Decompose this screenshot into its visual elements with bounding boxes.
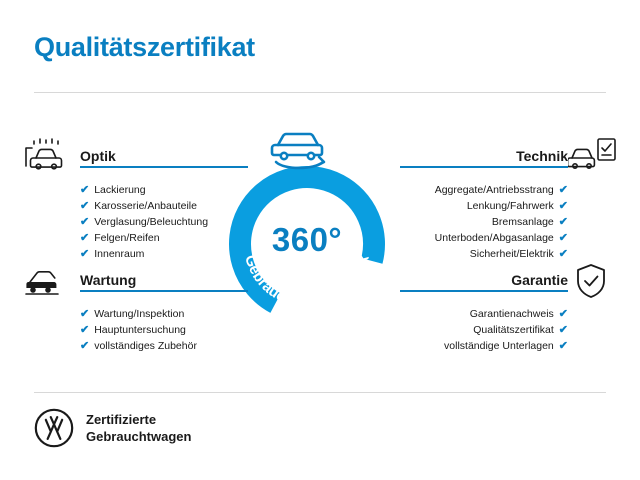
section-garantie	[398, 272, 568, 354]
section-wartung-underline	[80, 290, 248, 292]
check-icon: ✔	[80, 232, 90, 244]
list-item-label: Qualitätszertifikat	[473, 324, 554, 336]
list-item-label: vollständiges Zubehör	[94, 340, 197, 352]
check-icon: ✔	[558, 216, 568, 228]
list-item-label: vollständige Unterlagen	[444, 340, 554, 352]
list-item-label: Sicherheit/Elektrik	[469, 248, 554, 260]
title-divider	[34, 92, 606, 93]
vw-logo-icon	[34, 408, 74, 448]
list-item-label: Lenkung/Fahrwerk	[466, 200, 554, 212]
list-item	[398, 246, 568, 262]
car-checklist-icon	[568, 136, 618, 176]
section-optik-items	[80, 182, 260, 262]
list-item	[80, 230, 260, 246]
section-optik	[80, 148, 260, 262]
list-item	[80, 322, 260, 338]
list-item-label: Wartung/Inspektion	[94, 308, 185, 320]
section-wartung-title: Wartung	[80, 272, 137, 288]
page-title: Qualitätszertifikat	[34, 32, 255, 62]
list-item-label: Lackierung	[94, 184, 146, 196]
list-item-label: Unterboden/Abgasanlage	[434, 232, 554, 244]
list-item-label: Karosserie/Anbauteile	[94, 200, 197, 212]
list-item-label: Bremsanlage	[491, 216, 554, 228]
list-item	[398, 198, 568, 214]
footer-line-1: Zertifizierte	[86, 412, 157, 427]
check-icon: ✔	[80, 340, 90, 352]
section-optik-underline	[80, 166, 248, 168]
section-garantie-title: Garantie	[511, 272, 568, 288]
list-item-label: Hauptuntersuchung	[94, 324, 186, 336]
section-optik-title: Optik	[80, 148, 116, 164]
check-icon: ✔	[558, 232, 568, 244]
check-icon: ✔	[80, 324, 90, 336]
section-garantie-items	[398, 306, 568, 354]
section-wartung-header	[80, 272, 260, 294]
list-item	[398, 338, 568, 354]
car-360-icon	[268, 125, 346, 171]
list-item-label: Felgen/Reifen	[94, 232, 160, 244]
list-item	[398, 230, 568, 246]
check-icon: ✔	[558, 308, 568, 320]
svg-text:Gebrauchtwagen-Check: Gebrauchtwagen-Check	[241, 253, 373, 312]
check-icon: ✔	[80, 308, 90, 320]
list-item	[80, 246, 260, 262]
list-item-label: Garantienachweis	[469, 308, 554, 320]
list-item	[398, 182, 568, 198]
check-icon: ✔	[558, 200, 568, 212]
list-item	[398, 306, 568, 322]
section-optik-header	[80, 148, 260, 170]
section-technik-header	[398, 148, 568, 170]
check-icon: ✔	[80, 184, 90, 196]
footer	[34, 408, 191, 448]
list-item	[80, 182, 260, 198]
list-item	[80, 306, 260, 322]
check-icon: ✔	[558, 324, 568, 336]
footer-divider	[34, 392, 606, 393]
car-wash-icon	[24, 136, 70, 174]
list-item	[398, 214, 568, 230]
car-lift-icon	[24, 262, 70, 296]
list-item	[80, 198, 260, 214]
check-icon: ✔	[80, 200, 90, 212]
badge-degrees-label: 360°	[271, 221, 343, 258]
list-item-label: Innenraum	[94, 248, 145, 260]
section-technik-items	[398, 182, 568, 262]
section-wartung-items	[80, 306, 260, 354]
section-technik-title: Technik	[516, 148, 568, 164]
list-item-label: Verglasung/Beleuchtung	[94, 216, 209, 228]
list-item	[80, 338, 260, 354]
check-icon: ✔	[558, 248, 568, 260]
section-technik	[398, 148, 568, 262]
check-icon: ✔	[80, 216, 90, 228]
shield-check-icon	[574, 262, 608, 300]
list-item	[80, 214, 260, 230]
list-item-label: Aggregate/Antriebsstrang	[434, 184, 554, 196]
footer-line-2: Gebrauchtwagen	[86, 429, 192, 444]
footer-text	[86, 411, 191, 445]
check-icon: ✔	[80, 248, 90, 260]
list-item	[398, 322, 568, 338]
check-icon: ✔	[558, 340, 568, 352]
section-garantie-underline	[400, 290, 568, 292]
section-garantie-header	[398, 272, 568, 294]
section-wartung	[80, 272, 260, 354]
check-icon: ✔	[558, 184, 568, 196]
section-technik-underline	[400, 166, 568, 168]
